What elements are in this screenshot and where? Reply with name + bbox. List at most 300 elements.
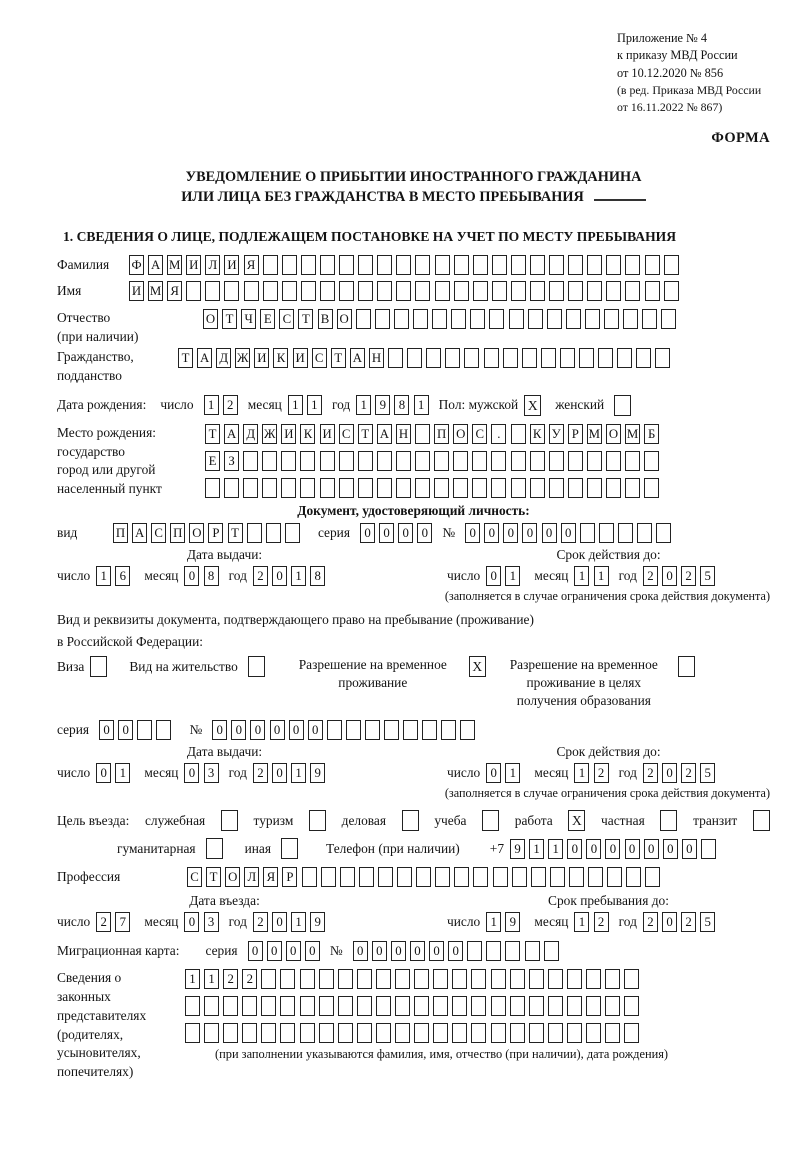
char-cell[interactable] — [529, 996, 544, 1016]
char-cell[interactable] — [301, 281, 316, 301]
char-cell[interactable] — [441, 720, 456, 740]
char-cell[interactable] — [531, 867, 546, 887]
char-cell[interactable] — [548, 969, 563, 989]
char-cell[interactable]: 0 — [522, 523, 537, 543]
char-cell[interactable] — [624, 1023, 639, 1043]
char-cell[interactable] — [388, 348, 403, 368]
char-cell[interactable] — [637, 523, 652, 543]
char-cell[interactable] — [204, 996, 219, 1016]
char-cell[interactable]: 0 — [644, 839, 659, 859]
char-cell[interactable]: 0 — [663, 839, 678, 859]
char-cell[interactable] — [384, 720, 399, 740]
purpose-humanitarian-checkbox[interactable] — [206, 838, 223, 859]
char-cell[interactable]: 2 — [223, 969, 238, 989]
char-cell[interactable] — [339, 255, 354, 275]
char-cell[interactable]: Н — [396, 424, 411, 444]
char-cell[interactable] — [340, 867, 355, 887]
char-cell[interactable]: Л — [205, 255, 220, 275]
char-cell[interactable]: Т — [331, 348, 346, 368]
char-cell[interactable]: 0 — [410, 941, 425, 961]
char-cell[interactable] — [281, 478, 296, 498]
char-cell[interactable] — [338, 996, 353, 1016]
char-cell[interactable]: 9 — [505, 912, 520, 932]
char-cell[interactable]: Т — [298, 309, 313, 329]
char-cell[interactable] — [548, 1023, 563, 1043]
char-cell[interactable] — [452, 996, 467, 1016]
char-cell[interactable] — [569, 867, 584, 887]
char-cell[interactable] — [548, 996, 563, 1016]
char-cell[interactable] — [491, 996, 506, 1016]
char-cell[interactable] — [644, 478, 659, 498]
char-cell[interactable] — [416, 867, 431, 887]
char-cell[interactable]: А — [148, 255, 163, 275]
char-cell[interactable] — [568, 281, 583, 301]
char-cell[interactable]: Т — [206, 867, 221, 887]
char-cell[interactable] — [338, 1023, 353, 1043]
purpose-private-checkbox[interactable] — [660, 810, 677, 831]
char-cell[interactable]: 0 — [248, 941, 263, 961]
char-cell[interactable]: 0 — [272, 912, 287, 932]
char-cell[interactable] — [186, 281, 201, 301]
char-cell[interactable] — [396, 478, 411, 498]
char-cell[interactable] — [579, 348, 594, 368]
char-cell[interactable]: К — [300, 424, 315, 444]
char-cell[interactable] — [261, 1023, 276, 1043]
char-cell[interactable] — [664, 281, 679, 301]
char-cell[interactable]: 9 — [375, 395, 390, 415]
char-cell[interactable]: 0 — [212, 720, 227, 740]
char-cell[interactable] — [185, 1023, 200, 1043]
char-cell[interactable]: 3 — [204, 912, 219, 932]
char-cell[interactable] — [414, 996, 429, 1016]
char-cell[interactable] — [623, 309, 638, 329]
char-cell[interactable]: О — [189, 523, 204, 543]
char-cell[interactable]: 0 — [184, 566, 199, 586]
char-cell[interactable] — [247, 523, 262, 543]
char-cell[interactable] — [606, 451, 621, 471]
char-cell[interactable] — [661, 309, 676, 329]
char-cell[interactable] — [701, 839, 716, 859]
char-cell[interactable]: 1 — [529, 839, 544, 859]
char-cell[interactable] — [280, 969, 295, 989]
char-cell[interactable] — [491, 451, 506, 471]
char-cell[interactable] — [415, 281, 430, 301]
char-cell[interactable] — [300, 1023, 315, 1043]
char-cell[interactable]: 1 — [288, 395, 303, 415]
char-cell[interactable]: Е — [205, 451, 220, 471]
char-cell[interactable]: 2 — [643, 566, 658, 586]
char-cell[interactable] — [568, 451, 583, 471]
char-cell[interactable] — [300, 478, 315, 498]
char-cell[interactable]: Т — [222, 309, 237, 329]
char-cell[interactable]: П — [434, 424, 449, 444]
char-cell[interactable]: Е — [260, 309, 275, 329]
char-cell[interactable]: Т — [178, 348, 193, 368]
char-cell[interactable]: И — [254, 348, 269, 368]
char-cell[interactable]: 1 — [291, 912, 306, 932]
char-cell[interactable] — [471, 969, 486, 989]
char-cell[interactable]: 0 — [118, 720, 133, 740]
char-cell[interactable]: 1 — [291, 566, 306, 586]
char-cell[interactable] — [375, 309, 390, 329]
char-cell[interactable]: П — [113, 523, 128, 543]
char-cell[interactable] — [433, 996, 448, 1016]
char-cell[interactable]: М — [148, 281, 163, 301]
char-cell[interactable]: 0 — [379, 523, 394, 543]
char-cell[interactable] — [377, 281, 392, 301]
char-cell[interactable] — [604, 309, 619, 329]
char-cell[interactable]: О — [337, 309, 352, 329]
purpose-business-checkbox[interactable] — [402, 810, 419, 831]
char-cell[interactable] — [549, 451, 564, 471]
char-cell[interactable] — [407, 348, 422, 368]
char-cell[interactable]: О — [225, 867, 240, 887]
char-cell[interactable]: 5 — [700, 912, 715, 932]
char-cell[interactable] — [223, 1023, 238, 1043]
char-cell[interactable] — [185, 996, 200, 1016]
char-cell[interactable]: А — [132, 523, 147, 543]
char-cell[interactable] — [339, 281, 354, 301]
char-cell[interactable] — [464, 348, 479, 368]
char-cell[interactable] — [598, 348, 613, 368]
char-cell[interactable] — [491, 478, 506, 498]
char-cell[interactable] — [626, 867, 641, 887]
char-cell[interactable] — [511, 281, 526, 301]
char-cell[interactable] — [606, 281, 621, 301]
char-cell[interactable]: 0 — [605, 839, 620, 859]
char-cell[interactable]: М — [587, 424, 602, 444]
char-cell[interactable] — [376, 1023, 391, 1043]
char-cell[interactable] — [599, 523, 614, 543]
char-cell[interactable] — [467, 941, 482, 961]
char-cell[interactable]: С — [472, 424, 487, 444]
char-cell[interactable] — [395, 996, 410, 1016]
char-cell[interactable] — [547, 309, 562, 329]
char-cell[interactable] — [530, 478, 545, 498]
char-cell[interactable] — [586, 1023, 601, 1043]
char-cell[interactable] — [605, 996, 620, 1016]
char-cell[interactable] — [451, 309, 466, 329]
char-cell[interactable] — [587, 478, 602, 498]
char-cell[interactable]: 7 — [115, 912, 130, 932]
char-cell[interactable] — [244, 281, 259, 301]
char-cell[interactable]: 0 — [308, 720, 323, 740]
char-cell[interactable] — [445, 348, 460, 368]
purpose-other-checkbox[interactable] — [281, 838, 298, 859]
char-cell[interactable] — [415, 478, 430, 498]
char-cell[interactable]: 8 — [310, 566, 325, 586]
char-cell[interactable] — [472, 451, 487, 471]
char-cell[interactable] — [586, 996, 601, 1016]
char-cell[interactable]: 1 — [414, 395, 429, 415]
char-cell[interactable] — [471, 1023, 486, 1043]
char-cell[interactable] — [435, 867, 450, 887]
char-cell[interactable] — [302, 867, 317, 887]
char-cell[interactable] — [568, 478, 583, 498]
char-cell[interactable]: 0 — [289, 720, 304, 740]
char-cell[interactable] — [435, 255, 450, 275]
char-cell[interactable]: Д — [243, 424, 258, 444]
char-cell[interactable] — [415, 255, 430, 275]
char-cell[interactable] — [281, 451, 296, 471]
char-cell[interactable]: И — [129, 281, 144, 301]
temp-residence-checkbox[interactable]: X — [469, 656, 486, 677]
char-cell[interactable]: Т — [205, 424, 220, 444]
char-cell[interactable] — [435, 281, 450, 301]
char-cell[interactable] — [656, 523, 671, 543]
char-cell[interactable]: 9 — [310, 763, 325, 783]
char-cell[interactable]: 0 — [484, 523, 499, 543]
char-cell[interactable]: 0 — [662, 763, 677, 783]
char-cell[interactable] — [566, 309, 581, 329]
char-cell[interactable]: 0 — [250, 720, 265, 740]
char-cell[interactable]: Р — [208, 523, 223, 543]
char-cell[interactable]: 0 — [184, 763, 199, 783]
char-cell[interactable] — [396, 255, 411, 275]
char-cell[interactable] — [528, 309, 543, 329]
char-cell[interactable] — [320, 451, 335, 471]
char-cell[interactable]: Я — [167, 281, 182, 301]
char-cell[interactable]: . — [491, 424, 506, 444]
char-cell[interactable] — [472, 478, 487, 498]
char-cell[interactable]: 8 — [204, 566, 219, 586]
char-cell[interactable] — [454, 255, 469, 275]
char-cell[interactable]: А — [350, 348, 365, 368]
char-cell[interactable] — [452, 1023, 467, 1043]
char-cell[interactable]: К — [530, 424, 545, 444]
temp-residence-edu-checkbox[interactable] — [678, 656, 695, 677]
purpose-work-checkbox[interactable]: X — [568, 810, 585, 831]
char-cell[interactable] — [319, 969, 334, 989]
char-cell[interactable]: 0 — [372, 941, 387, 961]
char-cell[interactable] — [414, 969, 429, 989]
char-cell[interactable] — [505, 941, 520, 961]
char-cell[interactable] — [403, 720, 418, 740]
char-cell[interactable]: 0 — [96, 763, 111, 783]
char-cell[interactable] — [397, 867, 412, 887]
char-cell[interactable] — [607, 867, 622, 887]
char-cell[interactable] — [415, 451, 430, 471]
char-cell[interactable] — [460, 720, 475, 740]
char-cell[interactable] — [320, 281, 335, 301]
char-cell[interactable] — [549, 255, 564, 275]
char-cell[interactable] — [365, 720, 380, 740]
char-cell[interactable] — [664, 255, 679, 275]
char-cell[interactable]: Ж — [262, 424, 277, 444]
char-cell[interactable] — [156, 720, 171, 740]
char-cell[interactable]: Ж — [235, 348, 250, 368]
char-cell[interactable] — [617, 348, 632, 368]
char-cell[interactable]: 0 — [662, 912, 677, 932]
char-cell[interactable]: О — [606, 424, 621, 444]
char-cell[interactable] — [624, 969, 639, 989]
residence-permit-checkbox[interactable] — [248, 656, 265, 677]
char-cell[interactable] — [263, 281, 278, 301]
char-cell[interactable] — [588, 867, 603, 887]
char-cell[interactable] — [606, 255, 621, 275]
char-cell[interactable] — [585, 309, 600, 329]
char-cell[interactable] — [282, 281, 297, 301]
char-cell[interactable] — [484, 348, 499, 368]
char-cell[interactable] — [470, 309, 485, 329]
char-cell[interactable] — [434, 478, 449, 498]
char-cell[interactable] — [434, 451, 449, 471]
char-cell[interactable] — [242, 996, 257, 1016]
char-cell[interactable] — [544, 941, 559, 961]
char-cell[interactable]: 3 — [204, 763, 219, 783]
char-cell[interactable] — [319, 1023, 334, 1043]
char-cell[interactable]: 5 — [700, 566, 715, 586]
char-cell[interactable] — [529, 1023, 544, 1043]
char-cell[interactable]: И — [186, 255, 201, 275]
char-cell[interactable] — [262, 478, 277, 498]
char-cell[interactable]: 2 — [223, 395, 238, 415]
char-cell[interactable]: С — [151, 523, 166, 543]
char-cell[interactable]: 0 — [567, 839, 582, 859]
char-cell[interactable]: 2 — [253, 912, 268, 932]
char-cell[interactable]: 0 — [184, 912, 199, 932]
purpose-study-checkbox[interactable] — [482, 810, 499, 831]
char-cell[interactable] — [645, 255, 660, 275]
char-cell[interactable]: 2 — [643, 763, 658, 783]
char-cell[interactable] — [587, 255, 602, 275]
char-cell[interactable]: Р — [568, 424, 583, 444]
char-cell[interactable] — [320, 255, 335, 275]
char-cell[interactable]: Н — [369, 348, 384, 368]
char-cell[interactable] — [377, 478, 392, 498]
char-cell[interactable]: 0 — [305, 941, 320, 961]
char-cell[interactable]: 0 — [286, 941, 301, 961]
char-cell[interactable] — [395, 969, 410, 989]
char-cell[interactable]: 1 — [96, 566, 111, 586]
char-cell[interactable]: 1 — [486, 912, 501, 932]
char-cell[interactable] — [263, 255, 278, 275]
char-cell[interactable]: 1 — [115, 763, 130, 783]
char-cell[interactable] — [280, 996, 295, 1016]
char-cell[interactable]: Ч — [241, 309, 256, 329]
char-cell[interactable]: С — [279, 309, 294, 329]
char-cell[interactable]: 1 — [291, 763, 306, 783]
char-cell[interactable]: 2 — [643, 912, 658, 932]
char-cell[interactable] — [510, 1023, 525, 1043]
char-cell[interactable]: С — [187, 867, 202, 887]
char-cell[interactable]: А — [224, 424, 239, 444]
char-cell[interactable] — [433, 1023, 448, 1043]
char-cell[interactable]: 0 — [272, 763, 287, 783]
char-cell[interactable]: 2 — [681, 566, 696, 586]
char-cell[interactable] — [357, 969, 372, 989]
purpose-transit-checkbox[interactable] — [753, 810, 770, 831]
char-cell[interactable] — [605, 1023, 620, 1043]
char-cell[interactable]: 0 — [625, 839, 640, 859]
char-cell[interactable] — [415, 424, 430, 444]
char-cell[interactable]: 1 — [548, 839, 563, 859]
char-cell[interactable]: 0 — [360, 523, 375, 543]
char-cell[interactable] — [511, 451, 526, 471]
char-cell[interactable] — [396, 281, 411, 301]
char-cell[interactable] — [280, 1023, 295, 1043]
char-cell[interactable] — [224, 281, 239, 301]
char-cell[interactable] — [339, 478, 354, 498]
char-cell[interactable] — [530, 255, 545, 275]
char-cell[interactable]: У — [549, 424, 564, 444]
char-cell[interactable]: 1 — [574, 763, 589, 783]
char-cell[interactable]: 2 — [681, 912, 696, 932]
char-cell[interactable] — [511, 255, 526, 275]
char-cell[interactable]: 1 — [505, 763, 520, 783]
char-cell[interactable]: 1 — [505, 566, 520, 586]
char-cell[interactable] — [359, 867, 374, 887]
char-cell[interactable] — [327, 720, 342, 740]
char-cell[interactable] — [319, 996, 334, 1016]
char-cell[interactable] — [396, 451, 411, 471]
char-cell[interactable] — [625, 478, 640, 498]
char-cell[interactable]: 0 — [353, 941, 368, 961]
char-cell[interactable]: 2 — [96, 912, 111, 932]
char-cell[interactable]: Д — [216, 348, 231, 368]
char-cell[interactable] — [550, 867, 565, 887]
char-cell[interactable] — [358, 255, 373, 275]
char-cell[interactable] — [636, 348, 651, 368]
char-cell[interactable]: 0 — [231, 720, 246, 740]
char-cell[interactable] — [376, 996, 391, 1016]
char-cell[interactable] — [567, 969, 582, 989]
char-cell[interactable] — [530, 281, 545, 301]
char-cell[interactable] — [606, 478, 621, 498]
sex-male-checkbox[interactable]: X — [524, 395, 541, 416]
char-cell[interactable] — [433, 969, 448, 989]
char-cell[interactable] — [357, 996, 372, 1016]
char-cell[interactable] — [413, 309, 428, 329]
char-cell[interactable] — [509, 309, 524, 329]
char-cell[interactable] — [522, 348, 537, 368]
char-cell[interactable]: 9 — [510, 839, 525, 859]
char-cell[interactable]: 1 — [204, 395, 219, 415]
char-cell[interactable]: 0 — [465, 523, 480, 543]
char-cell[interactable] — [243, 451, 258, 471]
char-cell[interactable] — [224, 478, 239, 498]
char-cell[interactable] — [525, 941, 540, 961]
char-cell[interactable] — [262, 451, 277, 471]
char-cell[interactable] — [491, 969, 506, 989]
char-cell[interactable] — [645, 281, 660, 301]
char-cell[interactable] — [510, 969, 525, 989]
char-cell[interactable] — [346, 720, 361, 740]
char-cell[interactable] — [414, 1023, 429, 1043]
char-cell[interactable] — [358, 478, 373, 498]
char-cell[interactable]: 0 — [586, 839, 601, 859]
char-cell[interactable]: И — [320, 424, 335, 444]
char-cell[interactable] — [586, 969, 601, 989]
char-cell[interactable] — [492, 281, 507, 301]
char-cell[interactable]: 1 — [356, 395, 371, 415]
char-cell[interactable]: 1 — [594, 566, 609, 586]
char-cell[interactable] — [395, 1023, 410, 1043]
purpose-tourism-checkbox[interactable] — [309, 810, 326, 831]
char-cell[interactable] — [300, 451, 315, 471]
char-cell[interactable]: П — [170, 523, 185, 543]
char-cell[interactable] — [618, 523, 633, 543]
char-cell[interactable]: И — [293, 348, 308, 368]
char-cell[interactable]: 0 — [391, 941, 406, 961]
char-cell[interactable]: 2 — [242, 969, 257, 989]
char-cell[interactable] — [376, 969, 391, 989]
char-cell[interactable] — [625, 451, 640, 471]
char-cell[interactable] — [285, 523, 300, 543]
char-cell[interactable] — [321, 867, 336, 887]
char-cell[interactable]: 2 — [594, 763, 609, 783]
char-cell[interactable] — [432, 309, 447, 329]
